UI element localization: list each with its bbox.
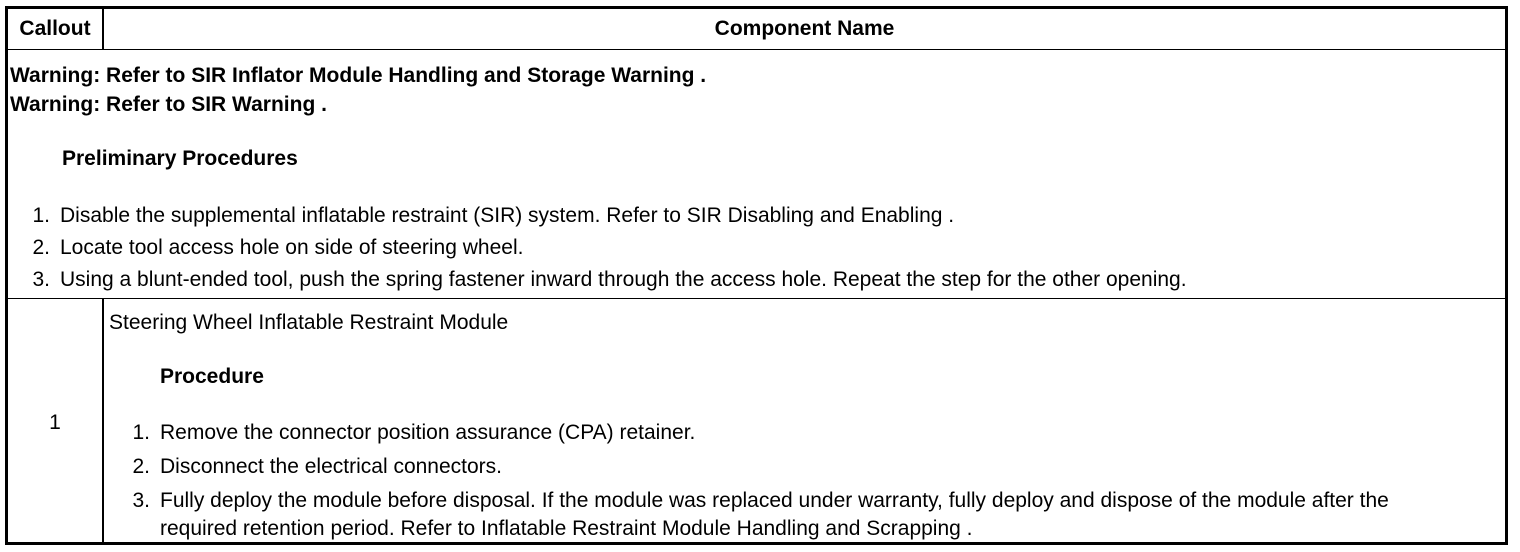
step-number: 1. xyxy=(32,204,50,227)
component-name: Steering Wheel Inflatable Restraint Module xyxy=(109,311,509,334)
header-callout: Callout xyxy=(8,9,104,49)
step-text: Disconnect the electrical connectors. xyxy=(160,455,502,478)
step-number: 3. xyxy=(132,489,150,512)
step-number: 2. xyxy=(32,236,50,259)
table-row xyxy=(8,299,1505,542)
procedure-title: Procedure xyxy=(160,365,264,388)
warning-sir: Warning: Refer to SIR Warning . xyxy=(10,93,327,116)
step-text: Fully deploy the module before disposal. If the module was replaced under warranty, fully deploy and dispose of the module after the required retention period. Refer to Inflatable Restraint Module Handling and Scrapping . xyxy=(160,489,1389,540)
row-component-cell xyxy=(104,299,1505,542)
header-component-name: Component Name xyxy=(714,17,895,40)
procedure-table xyxy=(5,6,1508,545)
warning-inflator-module: Warning: Refer to SIR Inflator Module Handling and Storage Warning . xyxy=(10,64,707,87)
step-text: Disable the supplemental inflatable restraint (SIR) system. Refer to SIR Disabling and Enabling . xyxy=(60,204,955,227)
table-header-row xyxy=(8,9,1505,50)
intro-row xyxy=(8,50,1505,299)
row-callout-cell xyxy=(8,299,104,542)
step-number: 1. xyxy=(132,421,150,444)
step-number: 3. xyxy=(32,268,50,291)
step-text: Locate tool access hole on side of steering wheel. xyxy=(60,236,524,259)
preliminary-procedures-title: Preliminary Procedures xyxy=(62,147,298,170)
step-text: Using a blunt-ended tool, push the spring fastener inward through the access hole. Repeat the step for the other opening. xyxy=(60,268,1187,291)
step-number: 2. xyxy=(132,455,150,478)
callout-number: 1 xyxy=(49,411,61,434)
step-text: Remove the connector position assurance (CPA) retainer. xyxy=(160,421,696,444)
